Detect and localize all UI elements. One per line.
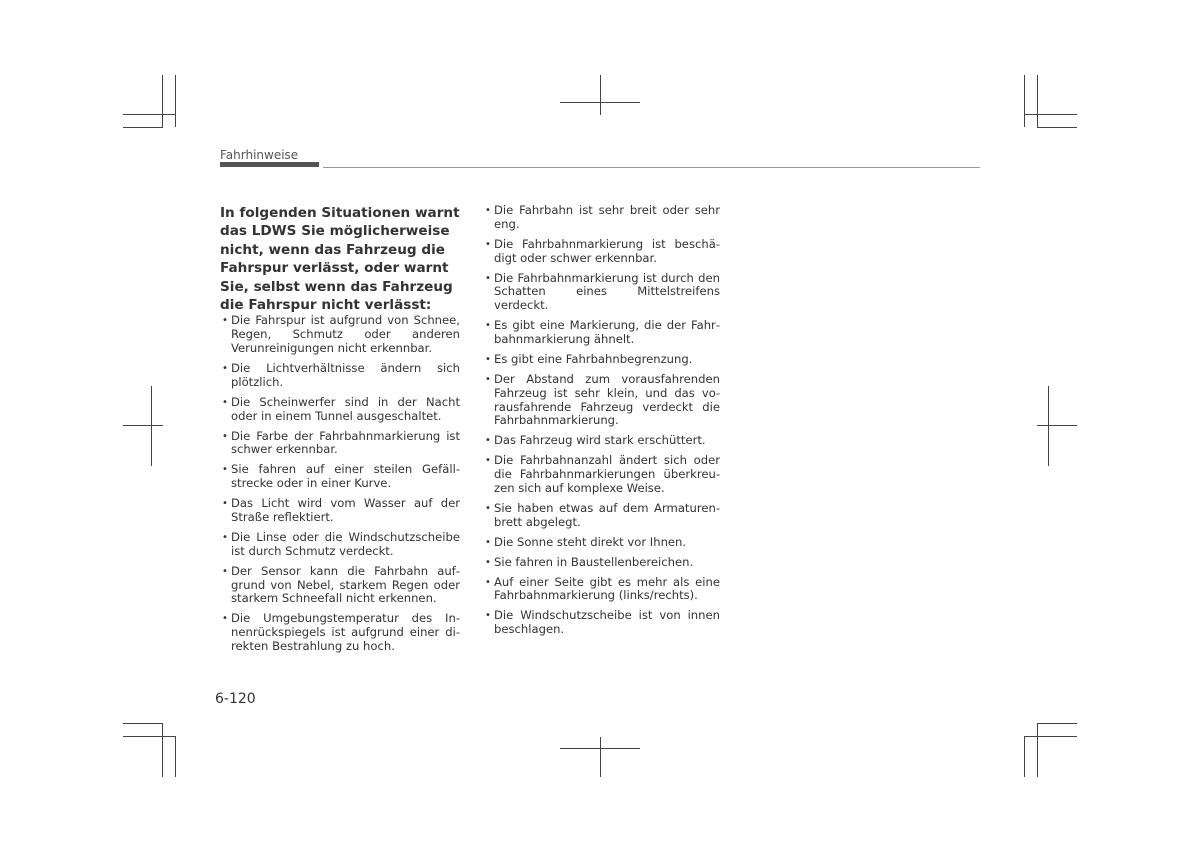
list-item: • Es gibt eine Markierung, die der Fahrbahnmarkierung ähnelt. xyxy=(483,319,720,347)
section-heading: In folgenden Situationen warnt das LDWS Sie möglicherweise nicht, wenn das Fahrzeug die Fahrspur verlässt, oder warnt Sie, selbst wenn das Fahrzeug die Fahrspur nicht verlässt: xyxy=(220,205,460,314)
list-item: • Die Sonne steht direkt vor Ihnen. xyxy=(483,536,720,550)
list-item: • Die Windschutzscheibe ist von innen beschlagen. xyxy=(483,609,720,637)
list-item: • Der Abstand zum vorausfahrenden Fahrzeug ist sehr klein, und das vorausfahrende Fahrzeug verdeckt die Fahrbahnmarkierung. xyxy=(483,373,720,428)
right-column xyxy=(483,204,720,643)
list-item: • Der Sensor kann die Fahrbahn aufgrund von Nebel, starkem Regen oder starkem Schneefall nicht erkennen. xyxy=(220,565,460,606)
list-item: • Das Fahrzeug wird stark erschüttert. xyxy=(483,434,720,448)
list-item: • Das Licht wird vom Wasser auf der Straße reflektiert. xyxy=(220,497,460,525)
left-bullet-list xyxy=(220,314,460,653)
header-rule xyxy=(323,167,980,168)
page-number: 6-120 xyxy=(215,691,256,707)
section-title: Fahrhinweise xyxy=(220,148,299,162)
list-item: • Die Scheinwerfer sind in der Nacht oder in einem Tunnel ausgeschaltet. xyxy=(220,396,460,424)
list-item: • Sie haben etwas auf dem Armaturenbrett abgelegt. xyxy=(483,502,720,530)
list-item: • Die Fahrspur ist aufgrund von Schnee, Regen, Schmutz oder anderen Verunreinigungen nicht erkennbar. xyxy=(220,314,460,355)
list-item: • Die Umgebungstemperatur des Innenrückspiegels ist aufgrund einer direkten Bestrahlung zu hoch. xyxy=(220,612,460,653)
list-item: • Sie fahren auf einer steilen Gefällstrecke oder in einer Kurve. xyxy=(220,463,460,491)
list-item: • Die Fahrbahnmarkierung ist beschädigt oder schwer erkennbar. xyxy=(483,238,720,266)
list-item: • Auf einer Seite gibt es mehr als eine Fahrbahnmarkierung (links/rechts). xyxy=(483,576,720,604)
list-item: • Die Farbe der Fahrbahnmarkierung ist schwer erkennbar. xyxy=(220,430,460,458)
header-accent-bar xyxy=(220,162,319,167)
list-item: • Sie fahren in Baustellenbereichen. xyxy=(483,556,720,570)
list-item: • Die Fahrbahn ist sehr breit oder sehr eng. xyxy=(483,204,720,232)
list-item: • Es gibt eine Fahrbahnbegrenzung. xyxy=(483,353,720,367)
list-item: • Die Fahrbahnanzahl ändert sich oder die Fahrbahnmarkierungen überkreuzen sich auf komplexe Weise. xyxy=(483,454,720,495)
left-column xyxy=(220,204,460,660)
list-item: • Die Lichtverhältnisse ändern sich plötzlich. xyxy=(220,362,460,390)
list-item: • Die Linse oder die Windschutzscheibe ist durch Schmutz verdeckt. xyxy=(220,531,460,559)
right-bullet-list xyxy=(483,204,720,637)
list-item: • Die Fahrbahnmarkierung ist durch den Schatten eines Mittelstreifens verdeckt. xyxy=(483,272,720,313)
